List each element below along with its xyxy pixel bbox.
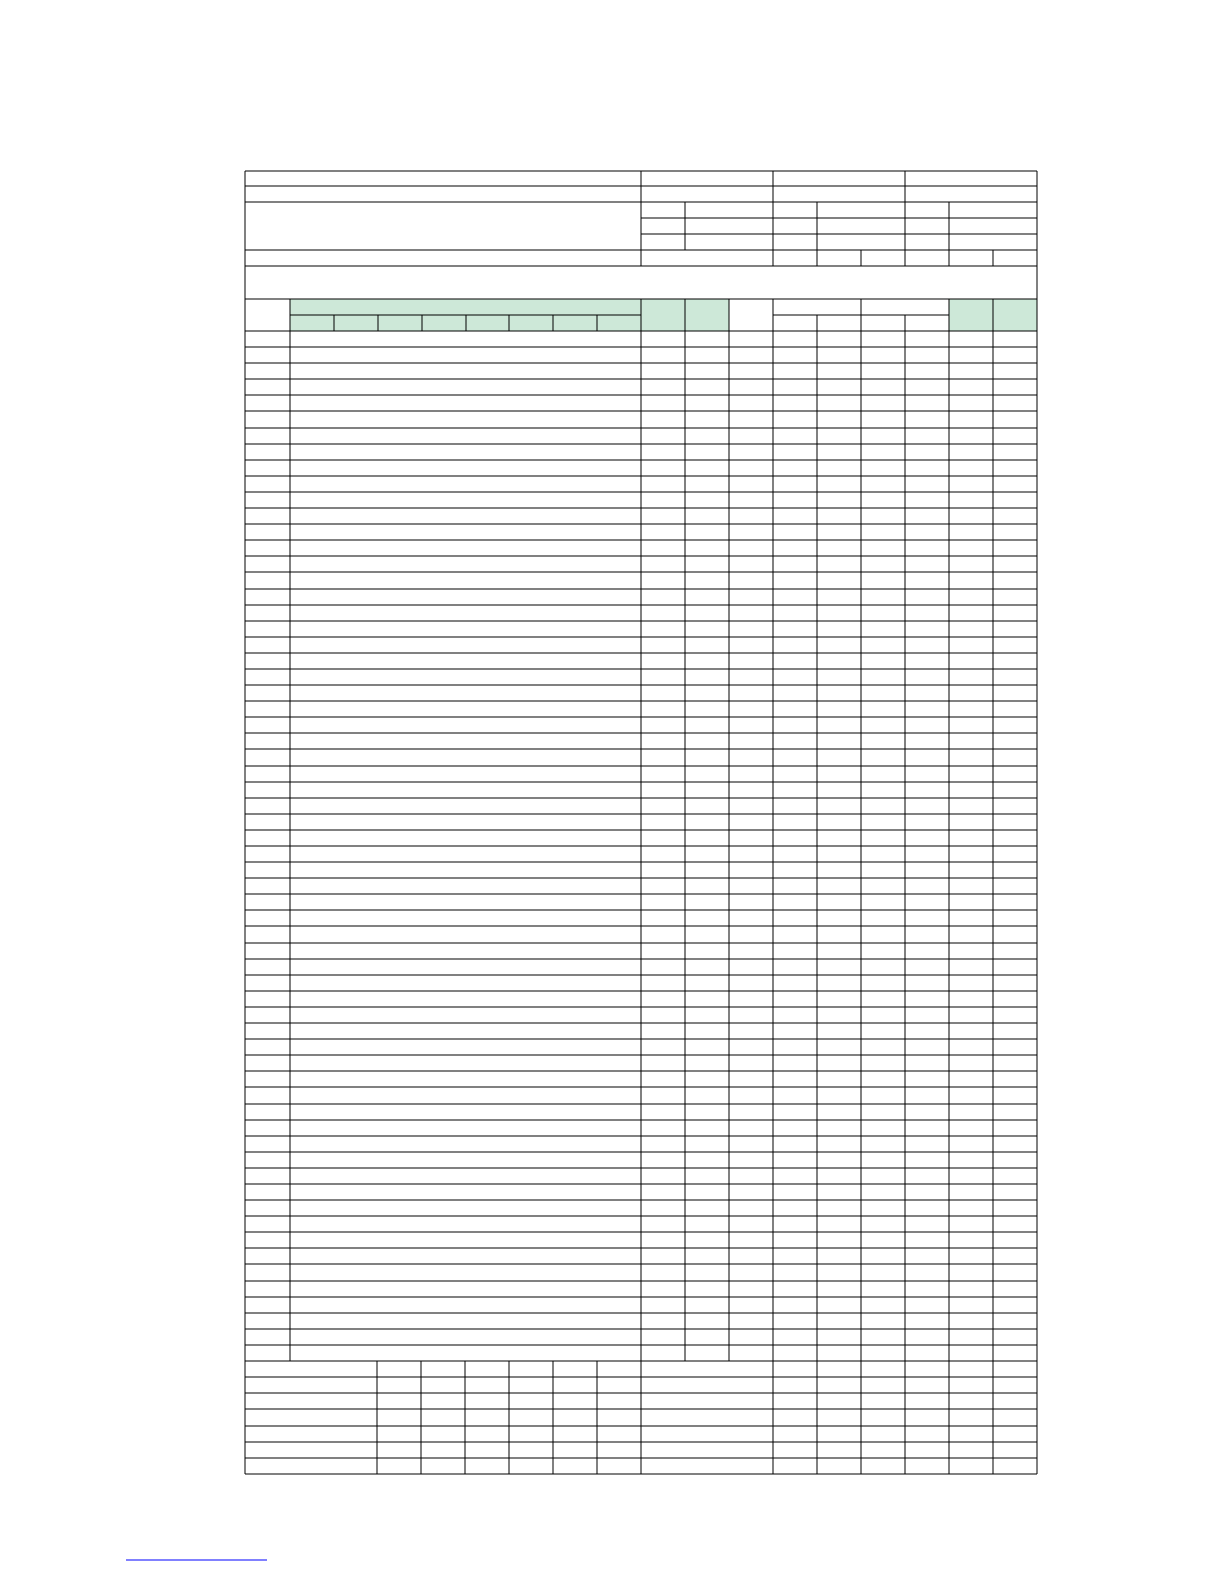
summary-section xyxy=(245,1361,1037,1474)
form-top-section xyxy=(245,171,1037,266)
entry-rows xyxy=(245,331,1037,1474)
